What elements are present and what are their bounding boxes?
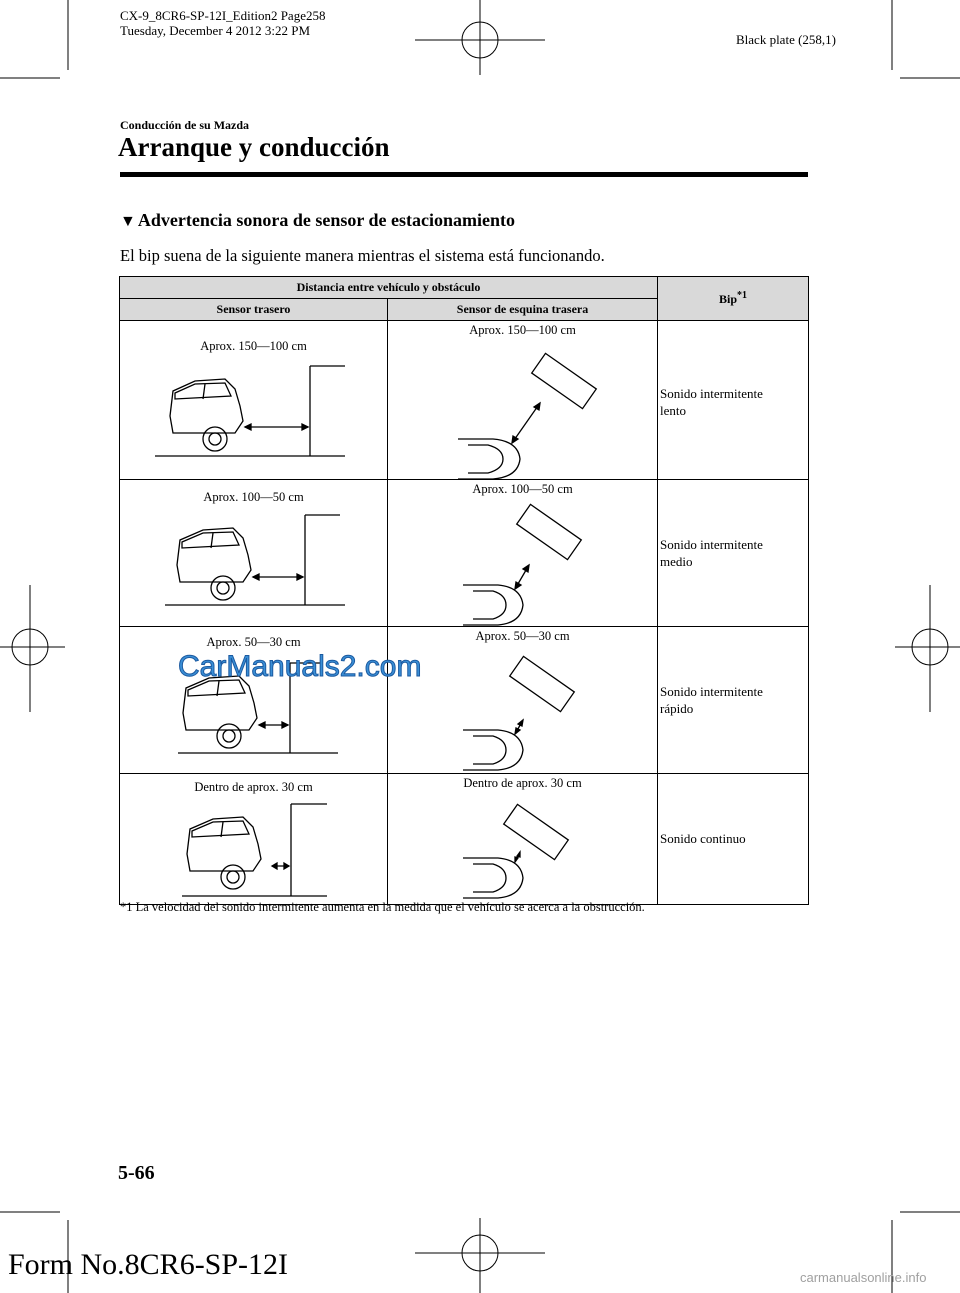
rear-distance-label: Aprox. 100―50 cm xyxy=(203,490,304,504)
page-number: 5-66 xyxy=(118,1162,155,1184)
print-info-line2: Tuesday, December 4 2012 3:22 PM xyxy=(120,23,311,38)
sound-line1: Sonido intermitente xyxy=(660,537,763,552)
header-rear: Sensor trasero xyxy=(120,299,388,321)
table-row xyxy=(120,480,809,627)
corner-distance-label: Aprox. 100―50 cm xyxy=(472,482,573,496)
header-distance: Distancia entre vehículo y obstáculo xyxy=(120,277,658,299)
corner-car-illustration xyxy=(463,505,613,625)
sound-description xyxy=(660,683,763,717)
footnote: *1 La velocidad del sonido intermitente aumenta en la medida que el vehículo se acerca a la obstrucción. xyxy=(120,900,645,914)
rear-distance-label: Aprox. 150―100 cm xyxy=(200,339,307,353)
rear-car-illustration xyxy=(155,361,355,466)
sound-line2: lento xyxy=(660,403,686,418)
header-corner: Sensor de esquina trasera xyxy=(388,299,658,321)
sound-line2: rápido xyxy=(660,701,694,716)
corner-car-illustration xyxy=(463,652,613,772)
form-number: Form No.8CR6-SP-12I xyxy=(8,1248,289,1281)
table-row xyxy=(120,774,809,905)
sound-line1: Sonido intermitente xyxy=(660,386,763,401)
triangle-bullet-icon: ▼ xyxy=(120,213,136,230)
corner-car-illustration xyxy=(463,796,613,906)
corner-cell xyxy=(388,774,658,905)
watermark-logo: CarManuals2.com xyxy=(178,650,422,683)
table-header-row xyxy=(120,277,809,299)
rear-distance-label: Aprox. 50―30 cm xyxy=(206,635,301,649)
rear-distance-label: Dentro de aprox. 30 cm xyxy=(194,780,313,794)
sound-cell xyxy=(658,774,809,905)
corner-distance-label: Dentro de aprox. 30 cm xyxy=(463,776,582,790)
rear-car-illustration xyxy=(165,515,365,615)
sound-cell xyxy=(658,480,809,627)
sound-description xyxy=(660,536,763,570)
header-bip-sup: *1 xyxy=(737,290,747,301)
rear-cell xyxy=(120,321,388,480)
rear-cell xyxy=(120,627,388,774)
table-row xyxy=(120,627,809,774)
rear-car-illustration xyxy=(182,804,382,904)
corner-car-illustration xyxy=(458,349,608,479)
title-rule xyxy=(120,172,808,177)
corner-distance-label: Aprox. 150―100 cm xyxy=(469,323,576,337)
rear-cell xyxy=(120,480,388,627)
sound-description xyxy=(660,830,746,847)
sound-cell xyxy=(658,627,809,774)
sound-line1: Sonido intermitente xyxy=(660,684,763,699)
corner-cell xyxy=(388,627,658,774)
intro-text: El bip suena de la siguiente manera mientras el sistema está funcionando. xyxy=(120,246,605,265)
sound-line2: medio xyxy=(660,554,693,569)
corner-cell xyxy=(388,321,658,480)
sound-description xyxy=(660,385,763,419)
sound-cell xyxy=(658,321,809,480)
beep-table xyxy=(119,276,809,905)
header-bip-text: Bip xyxy=(718,292,737,306)
site-watermark: carmanualsonline.info xyxy=(800,1270,927,1285)
header-bip xyxy=(658,277,809,321)
table-row xyxy=(120,321,809,480)
plate-info: Black plate (258,1) xyxy=(736,32,836,47)
print-info-line1: CX-9_8CR6-SP-12I_Edition2 Page258 xyxy=(120,8,326,23)
section-label: Conducción de su Mazda xyxy=(120,118,250,132)
chapter-title: Arranque y conducción xyxy=(118,132,390,162)
corner-distance-label: Aprox. 50―30 cm xyxy=(475,629,570,643)
rear-cell xyxy=(120,774,388,905)
corner-cell xyxy=(388,480,658,627)
subheading-text: Advertencia sonora de sensor de estacionamiento xyxy=(137,210,515,230)
sound-line1: Sonido continuo xyxy=(660,831,746,846)
subheading xyxy=(120,210,515,231)
